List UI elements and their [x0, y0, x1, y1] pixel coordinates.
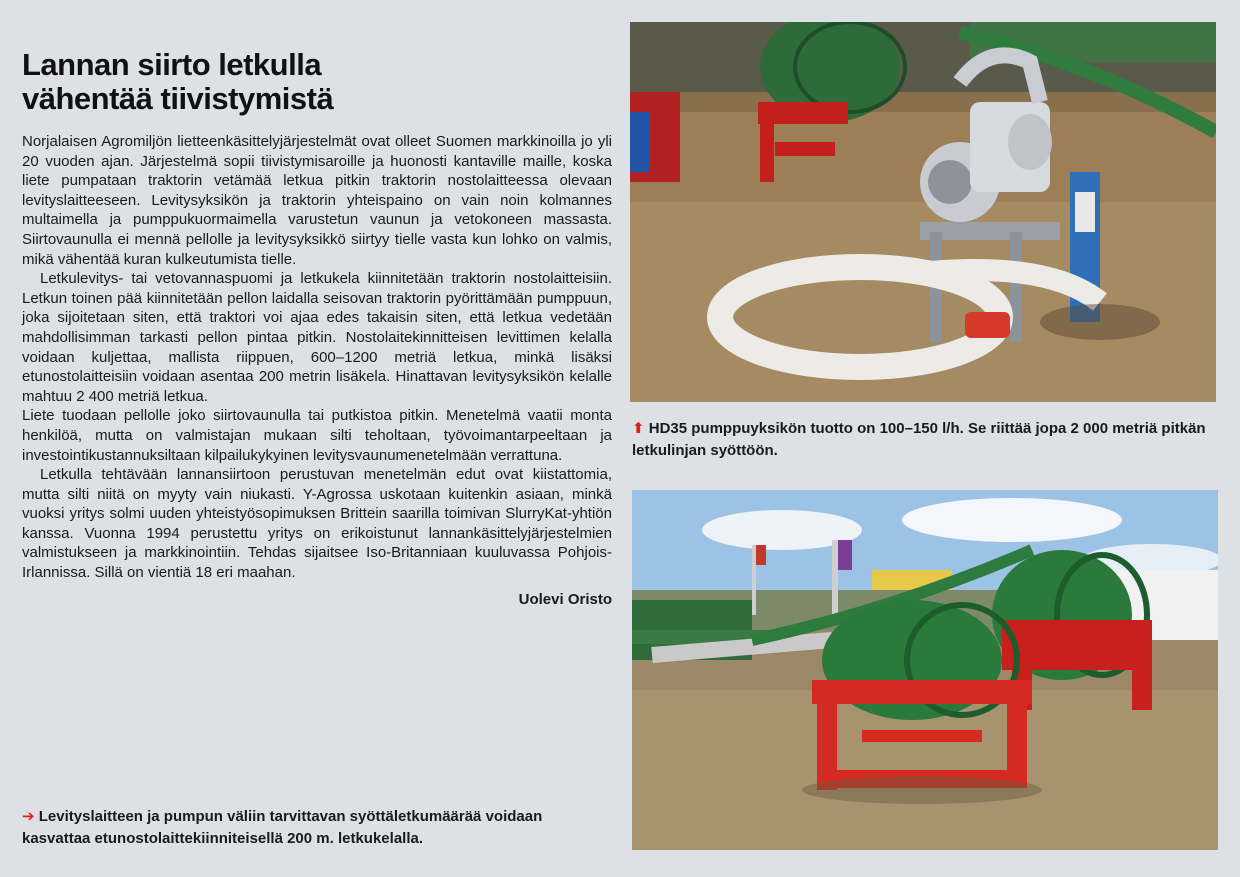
title-line-1: Lannan siirto letkulla [22, 47, 322, 82]
pump-unit-photo [630, 22, 1216, 402]
caption-pump [632, 418, 1212, 462]
title-line-2: vähentää tiivistymistä [22, 81, 334, 116]
arrow-right-icon: ➔ [22, 808, 35, 825]
paragraph-2: Letkulevitys- tai vetovannaspuomi ja letkukela kiinnitetään traktorin nostolaitteisiin. Letkun toinen pää kiinnitetään pellon laidalla seisovan traktorin pyörittämään pumppuun, joka sijoitetaan siten, että traktori voi ajaa edes takaisin siten, että letkua vedetään mahdollisimman tarkasti pellon pintaa pitkin. Nostolaitekinnitteisen levittimen kelalla voidaan kuljettaa, mallista riippuen, 600–1200 metriä letkua, minkä lisäksi etunostolaitteisiin voidaan asentaa 200 metrin lisäkela. Hinattavan levitysyksikön kelalle mahtuu 2 400 metriä letkua. [22, 270, 612, 405]
article-title [22, 48, 612, 116]
paragraph-1: Norjalaisen Agromiljön lietteenkäsittelyjärjestelmät ovat olleet Suomen markkinoilla jo yli 20 vuoden ajan. Järjestelmä sopii tiivistymisaroille ja huonosti kantaville maille, koska liete pumpataan traktorin vetämää letkua pitkin traktorin nostolaitteessa olevaan levityslaitteeseen. Levitysyksikön ja traktorin yhteispaino on vain noin kolmannes multaimella ja pumppukuormaimella varustetun vaunun ja vetokoneen massasta. Siirtovaunulla ei mennä pellolle ja levitysyksikkö siirtyy tielle vasta kun lohko on valmis, mikä vähentää kuran kulkeutumista tielle. [22, 133, 612, 268]
arrow-up-icon: ⬆ [632, 420, 645, 437]
article-body [22, 132, 612, 583]
author-byline: Uolevi Oristo [518, 590, 612, 608]
paragraph-4: Letkulla tehtävään lannansiirtoon perustuvan menetelmän edut ovat kiistattomia, mutta silti niitä on myyty vain niukasti. Y-Agrossa uskotaan kuitenkin asiaan, minkä vuoksi yritys solmi uuden yhteistyösopimuksen Brittein saarilla toimivan SlurryKat-yhtiön kanssa. Vuonna 1994 perustettu yritys on erikoistunut lannankäsittelyjärjestelmien valmistukseen ja markkinointiin. Tehdas sijaitsee Iso-Britanniaan kuuluvassa Pohjois-Irlannissa. Sillä on vientiä 18 eri maahan. [22, 466, 612, 582]
caption-reel [22, 806, 612, 850]
caption-pump-text: HD35 pumppuyksikön tuotto on 100–150 l/h. Se riittää jopa 2 000 metriä pitkän letkulinjan syöttöön. [632, 420, 1206, 459]
article [22, 48, 612, 608]
hose-reel-photo [632, 490, 1218, 850]
caption-reel-text: Levityslaitteen ja pumpun väliin tarvittavan syöttäletkumäärää voidaan kasvattaa etunostolaittekiinniteisellä 200 m. letkukelalla. [22, 808, 543, 847]
paragraph-3: Liete tuodaan pellolle joko siirtovaunulla tai putkistoa pitkin. Menetelmä vaatii monta henkilöä, mutta on valmistajan mukaan silti teholtaan, työvoimantarpeeltaan ja investointikustannuksiltaan kilpailukykyinen levitysvaunumenetelmään verrattuna. [22, 407, 612, 464]
